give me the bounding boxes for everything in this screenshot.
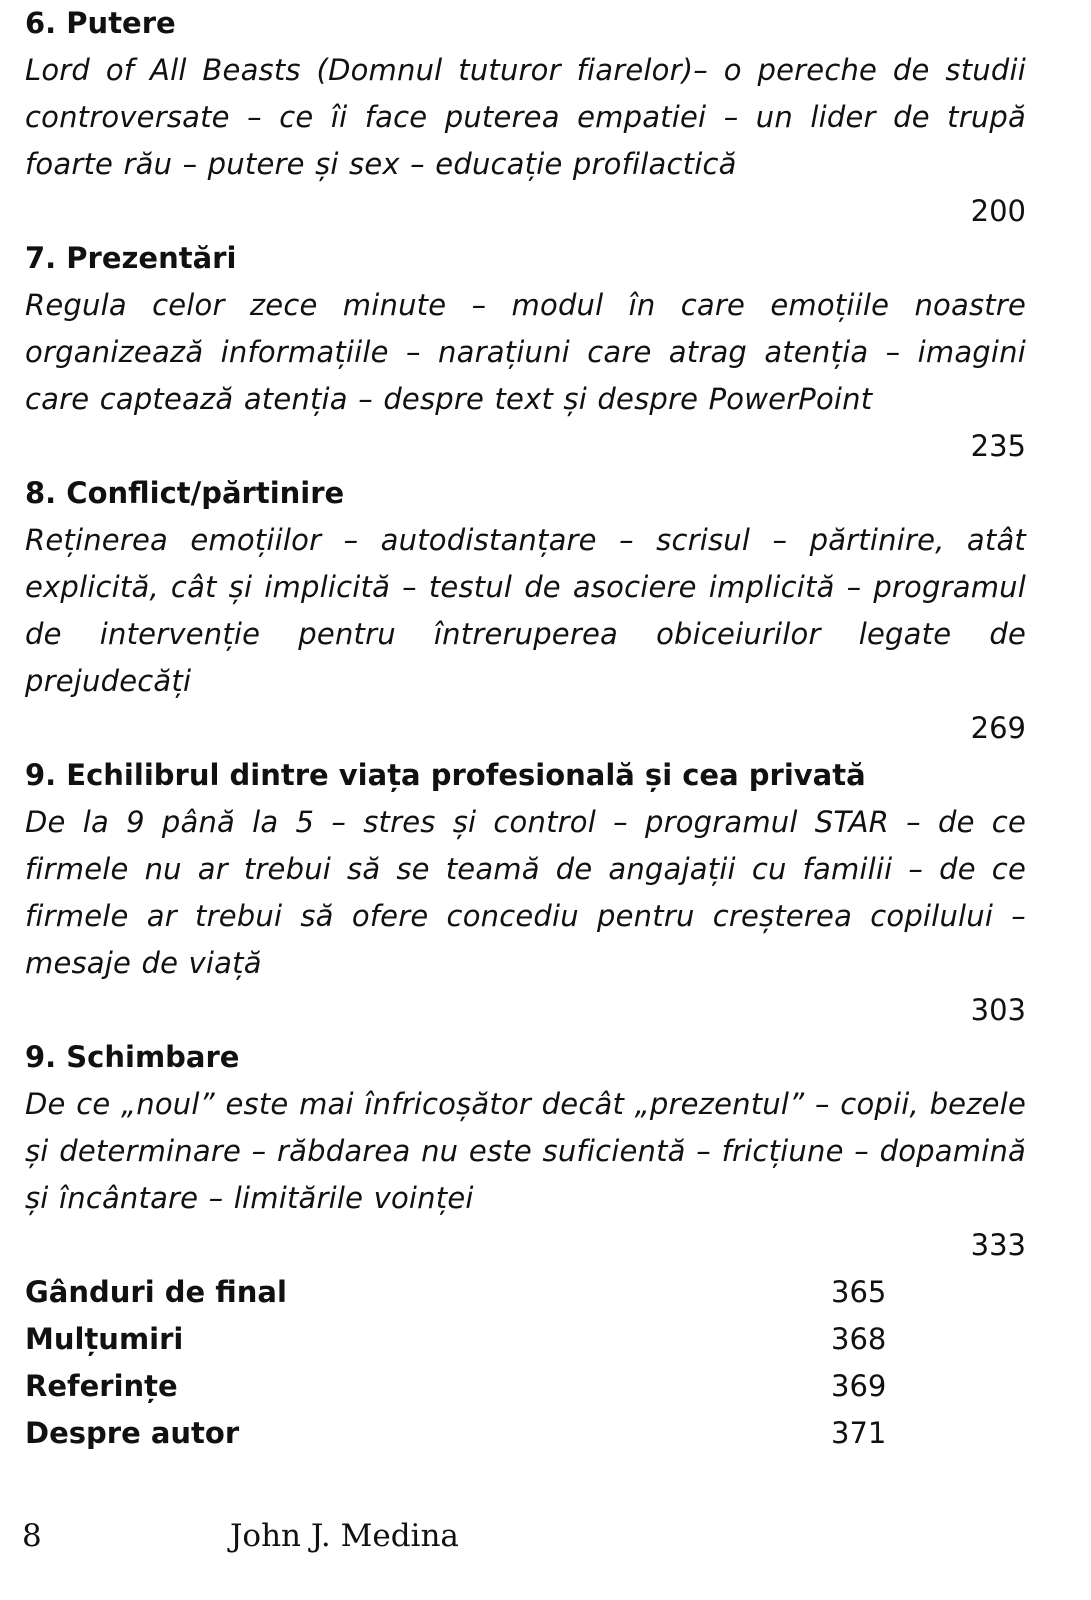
toc-entry-ganduri-de-final	[25, 1269, 1026, 1316]
table-of-contents	[25, 0, 1026, 1457]
section-page-number: 269	[970, 711, 1026, 745]
section-description: Lord of All Beasts (Domnul tuturor fiarelor)– o pereche de studii controversate – ce îi face puterea empatiei – un lider de trupă foarte rău – putere și sex – educație profilactică	[25, 53, 1026, 181]
toc-entry-multumiri	[25, 1316, 1026, 1363]
footer-author-name: John J. Medina	[230, 1518, 459, 1554]
section-description: Regula celor zece minute – modul în care emoțiile noastre organizează informațiile – narațiuni care atrag atenția – imagini care captează atenția – despre text și despre PowerPoint	[25, 288, 1026, 416]
entry-label: Referințe	[25, 1369, 178, 1403]
section-heading: 9. Schimbare	[25, 1040, 240, 1074]
section-page-number: 333	[970, 1228, 1026, 1262]
section-description: De ce „noul” este mai înfricoșător decât „prezentul” – copii, bezele și determinare – răbdarea nu este suficientă – fricțiune – dopamină și încântare – limitările voinței	[25, 1087, 1026, 1215]
entry-page-number: 371	[831, 1416, 887, 1450]
footer-page-number: 8	[22, 1518, 42, 1554]
section-heading: 8. Conflict/părtinire	[25, 476, 345, 510]
section-heading: 6. Putere	[25, 6, 176, 40]
entry-page-number: 365	[831, 1275, 887, 1309]
section-description: De la 9 până la 5 – stres și control – programul STAR – de ce firmele nu ar trebui să se teamă de angajații cu familii – de ce firmele ar trebui să ofere concediu pentru creșterea copilului – mesaje de viață	[25, 805, 1026, 980]
section-heading: 9. Echilibrul dintre viața profesională și cea privată	[25, 758, 866, 792]
entry-page-number: 368	[831, 1322, 887, 1356]
section-page-number: 235	[970, 429, 1026, 463]
section-page-number: 200	[970, 194, 1026, 228]
section-description: Reținerea emoțiilor – autodistanțare – scrisul – părtinire, atât explicită, cât și implicită – testul de asociere implicită – programul de intervenție pentru întreruperea obiceiurilor legate de prejudecăți	[25, 523, 1026, 698]
section-heading: 7. Prezentări	[25, 241, 237, 275]
entry-page-number: 369	[831, 1369, 887, 1403]
toc-entry-despre-autor	[25, 1410, 1026, 1457]
entry-label: Despre autor	[25, 1416, 240, 1450]
back-matter-list	[25, 1269, 1026, 1457]
toc-section-putere	[25, 0, 1026, 235]
toc-entry-referinte	[25, 1363, 1026, 1410]
entry-label: Mulțumiri	[25, 1322, 184, 1356]
entry-label: Gânduri de final	[25, 1275, 287, 1309]
toc-section-conflict	[25, 470, 1026, 752]
toc-section-echilibru	[25, 752, 1026, 1034]
section-page-number: 303	[970, 993, 1026, 1027]
toc-section-schimbare	[25, 1034, 1026, 1269]
toc-section-prezentari	[25, 235, 1026, 470]
